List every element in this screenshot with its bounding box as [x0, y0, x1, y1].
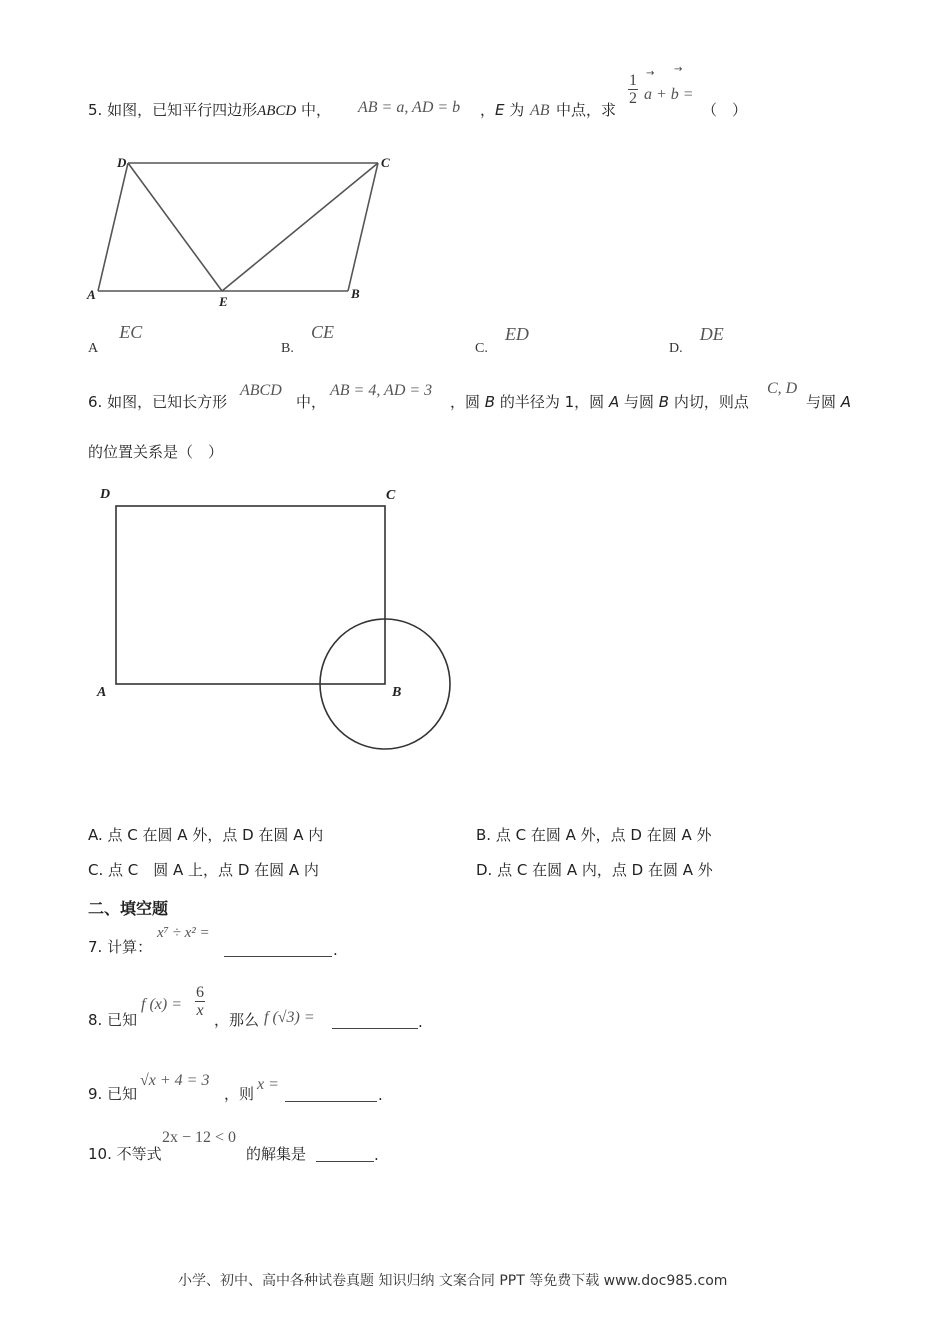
q8-prefix: 8. 已知 [88, 1011, 138, 1029]
q6-a2: A [840, 393, 852, 411]
q8-fraction [195, 984, 205, 1019]
q5-option-b[interactable] [281, 322, 334, 356]
q9-answer-blank[interactable] [285, 1087, 377, 1106]
q5-label-e: E [219, 294, 228, 309]
q5-e: E [495, 101, 505, 119]
q6-stem-b: 中， [296, 393, 327, 411]
q7-suffix: . [333, 941, 338, 959]
q5-option-b-value: CE [310, 322, 334, 342]
q8-answer-blank[interactable] [332, 1014, 418, 1033]
q5-fraction [628, 72, 638, 107]
q6-a: A [608, 393, 620, 411]
q8-suffix: . [418, 1013, 423, 1031]
q5-parallelogram-figure [80, 150, 400, 315]
q6-cd: C, D [767, 380, 798, 397]
q5-label-c: C [381, 155, 390, 170]
q5-stem-e: 中点，求 [556, 101, 617, 119]
q6-option-c[interactable]: C. 点 C 圆 A 上，点 D 在圆 A 内 [88, 861, 319, 879]
q6-b: B [484, 393, 496, 411]
q6-stem-line2: 的位置关系是（ ） [88, 443, 224, 461]
q10-answer-blank[interactable] [316, 1147, 374, 1166]
q9-var: x = [257, 1076, 279, 1093]
q6-stem-c: ，圆 [450, 393, 485, 411]
q7-answer-blank[interactable] [224, 942, 332, 961]
q5-stem-d: 为 [504, 101, 525, 119]
q5-stem-c: ， [480, 101, 496, 119]
q6-rect: ABCD [240, 382, 282, 399]
q8-rhs: f (√3) = [264, 1009, 315, 1026]
q5-paren: （ ） [702, 101, 748, 119]
q6-stem-f: 内切，则点 [669, 393, 749, 411]
q10-prefix: 10. 不等式 [88, 1145, 162, 1163]
q9-prefix: 9. 已知 [88, 1085, 138, 1103]
page-footer: 小学、初中、高中各种试卷真题 知识归纳 文案合同 PPT 等免费下载 www.doc985.com [178, 1273, 728, 1289]
q5-vector-arrow-b: → [674, 64, 683, 75]
q5-option-c-letter: C. [475, 341, 488, 356]
q10-mid: 的解集是 [246, 1145, 307, 1163]
q5-stem-rest [480, 100, 524, 120]
q6-b2: B [658, 393, 670, 411]
q5-option-a-value: EC [119, 322, 143, 342]
q10-suffix: . [374, 1146, 379, 1164]
q5-ab: AB [530, 102, 550, 119]
q6-cond: AB = 4, AD = 3 [330, 382, 433, 399]
q6-stem-a: 6. 如图，已知长方形 [88, 393, 228, 411]
q6-label-a: A [97, 685, 107, 700]
q5-expr: a + b = [644, 86, 694, 103]
q5-half-num: 1 [629, 72, 637, 89]
q5-stem [88, 100, 331, 121]
q5-half-den: 2 [629, 90, 637, 107]
q5-half-fraction [628, 72, 638, 107]
q5-option-d-value: DE [699, 324, 724, 344]
q6-stem-g: 与圆 [806, 393, 841, 411]
q5-name: ABCD [257, 103, 297, 119]
q10-expr: 2x − 12 < 0 [162, 1129, 237, 1146]
q5-option-d-letter: D. [669, 341, 683, 356]
q5-option-b-letter: B. [281, 341, 294, 356]
q6-stem-e: 与圆 [619, 393, 659, 411]
q5-label-b: B [351, 286, 360, 301]
q9-suffix: . [378, 1086, 383, 1104]
q7-prefix: 7. 计算： [88, 938, 153, 956]
q6-option-d[interactable]: D. 点 C 在圆 A 内，点 D 在圆 A 外 [476, 861, 713, 879]
q5-stem-b: 中， [296, 101, 332, 119]
q5-vector-arrow-a: → [646, 68, 655, 79]
q5-cond: AB = a, AD = b [358, 99, 461, 116]
q7-expr: x⁷ ÷ x² = [157, 925, 210, 941]
q5-option-d[interactable] [669, 324, 724, 356]
q8-lhs: f (x) = [141, 996, 182, 1013]
q6-option-b[interactable]: B. 点 C 在圆 A 外，点 D 在圆 A 外 [476, 826, 712, 844]
q9-expr: √x + 4 = 3 [140, 1072, 210, 1089]
q8-fraction-num: 6 [196, 984, 204, 1001]
q6-option-a[interactable]: A. 点 C 在圆 A 外，点 D 在圆 A 内 [88, 826, 324, 844]
q6-label-b: B [392, 685, 402, 700]
q8-fraction-den: x [196, 1002, 204, 1019]
q6-label-d: D [100, 487, 111, 502]
q6-label-c: C [386, 488, 396, 503]
q5-option-a[interactable] [88, 322, 143, 356]
q5-option-c[interactable] [475, 324, 529, 356]
section-heading-fill-in: 二、填空题 [88, 899, 169, 918]
q6-stem-d: 的半径为 1，圆 [495, 393, 609, 411]
q6-rectangle-circle-figure [90, 480, 470, 760]
q8-mid: ，那么 [214, 1011, 260, 1029]
q5-label-d: D [117, 155, 127, 170]
q5-label-a: A [87, 287, 96, 302]
q5-option-a-letter: A [88, 341, 99, 356]
q5-stem-a: 5. 如图，已知平行四边形 [88, 101, 258, 119]
q5-option-c-value: ED [504, 324, 529, 344]
q6-stem-line1 [450, 392, 749, 412]
q6-stem-tail [806, 392, 851, 412]
q9-mid: ，则 [224, 1085, 255, 1103]
